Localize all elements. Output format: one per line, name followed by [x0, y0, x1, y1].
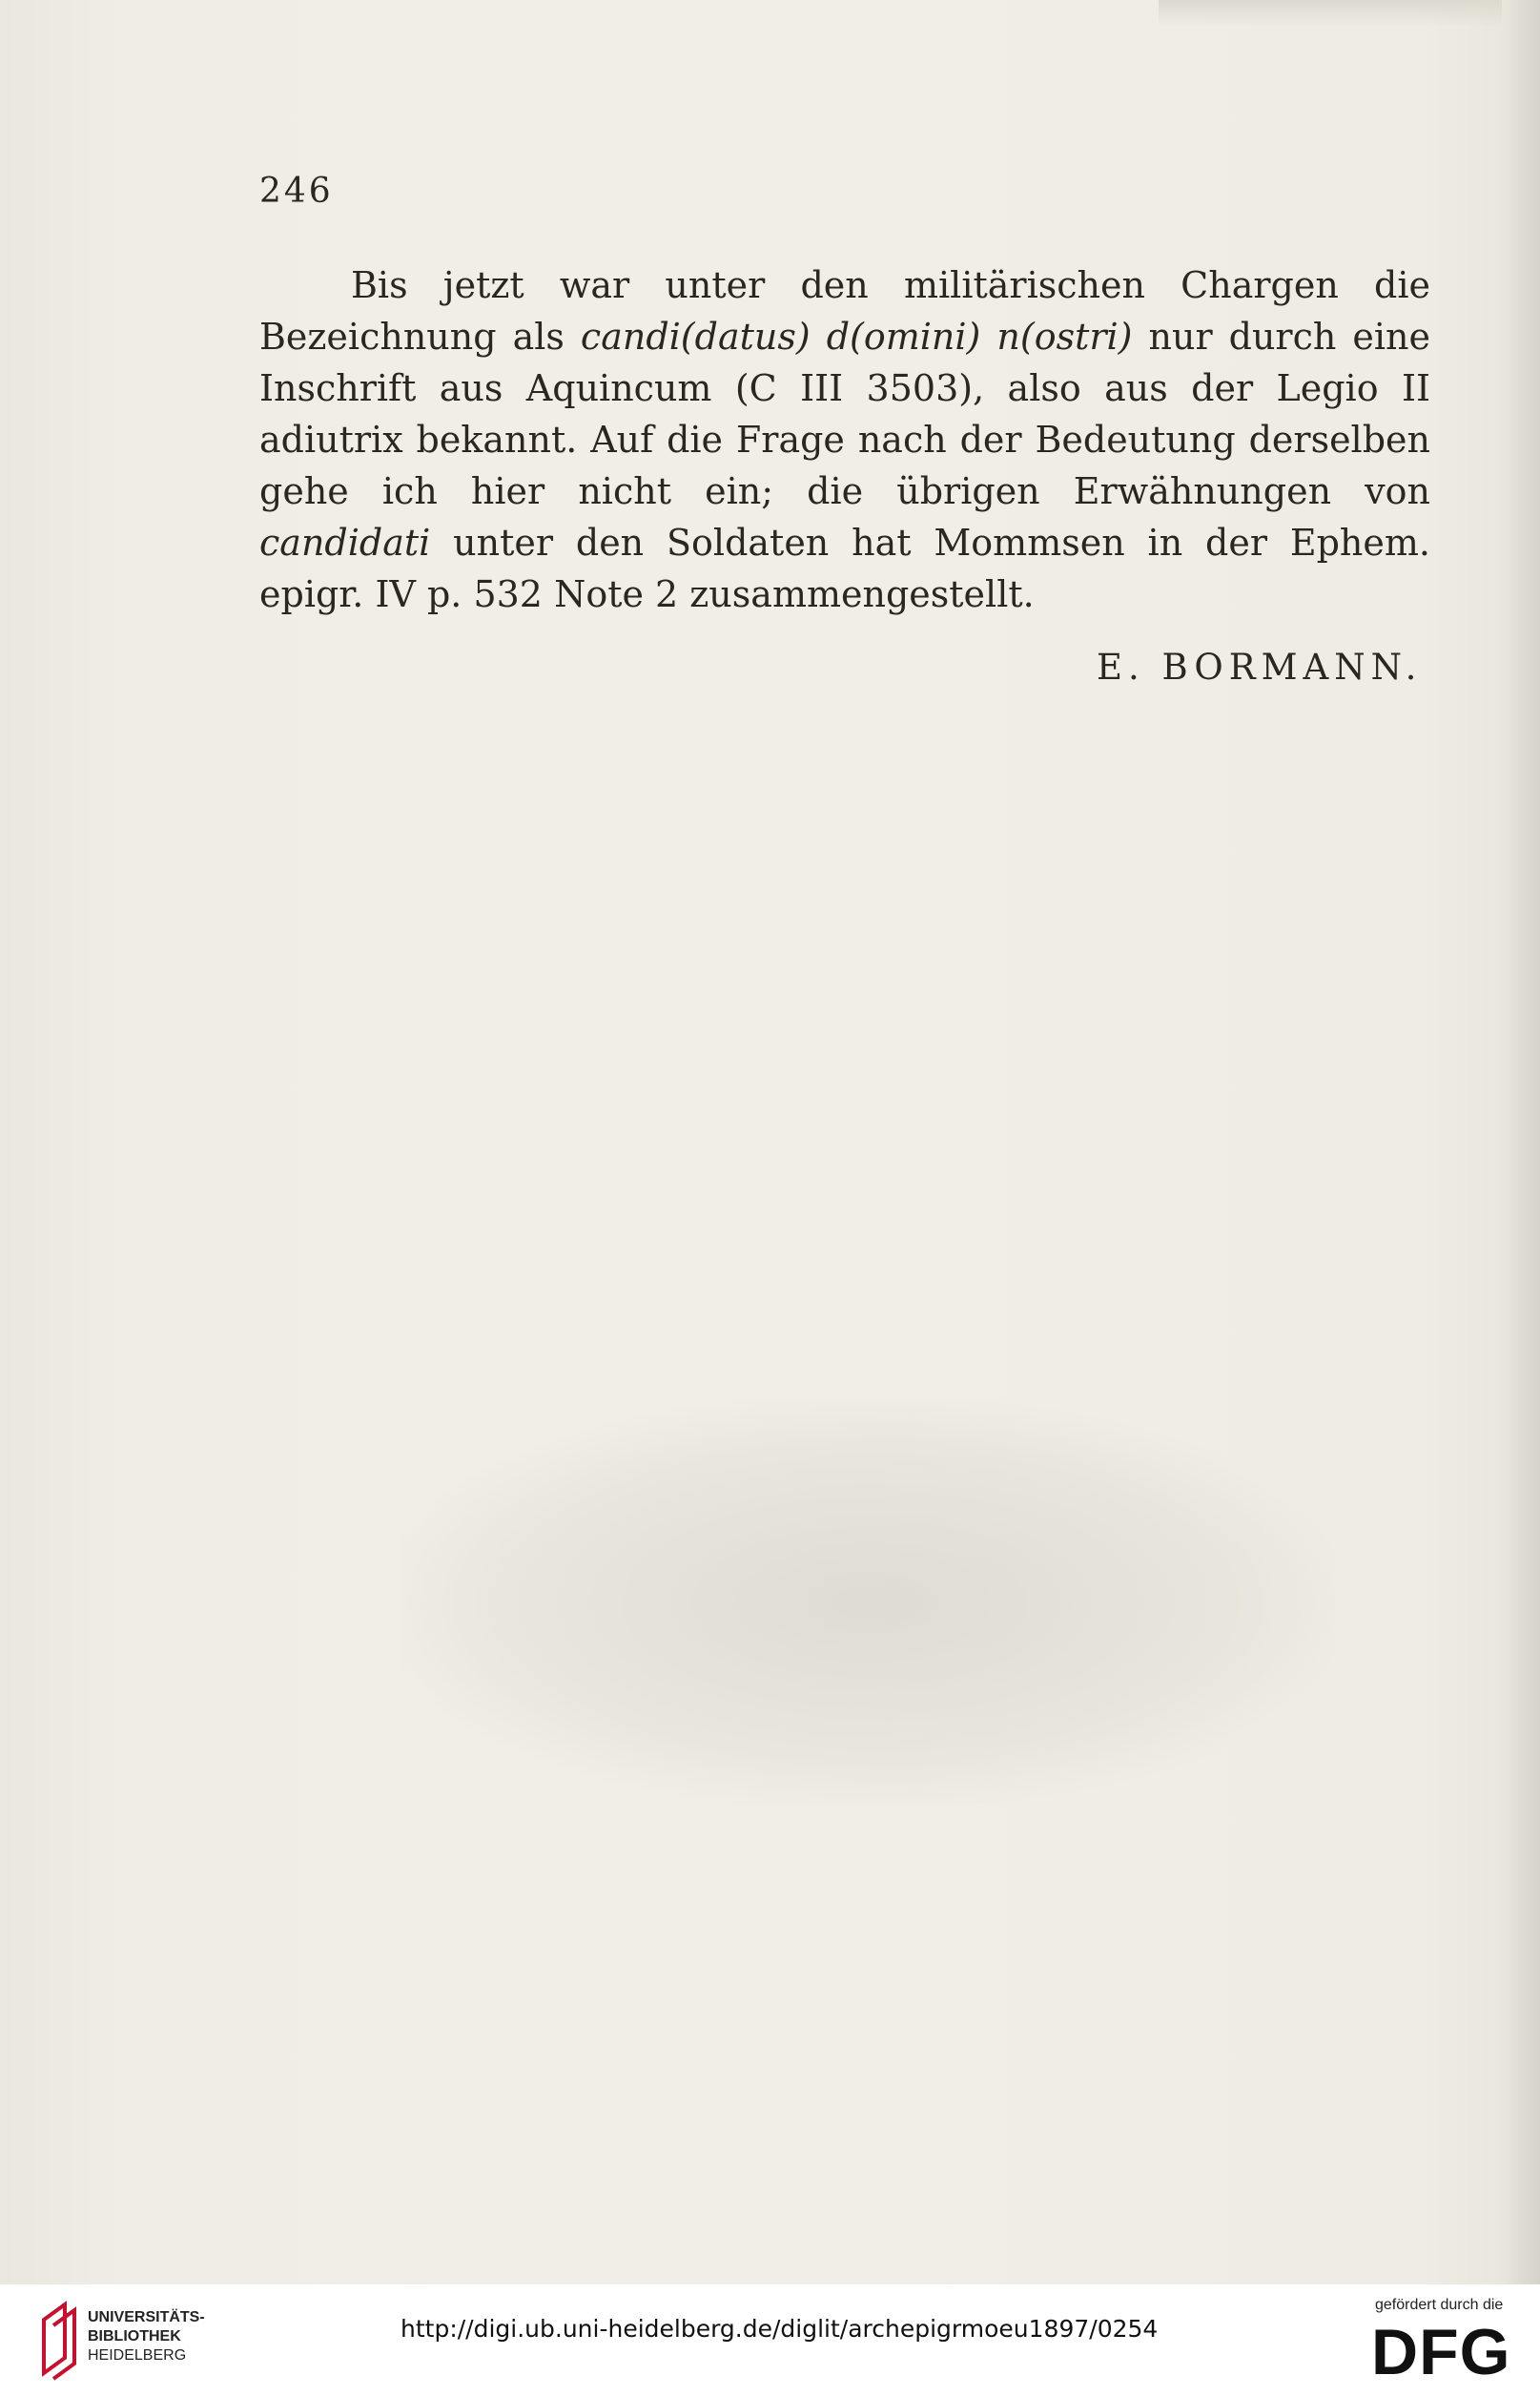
italic-term: candidati: [259, 522, 431, 564]
permalink-url[interactable]: http://digi.ub.uni-heidelberg.de/diglit/archepigrmoeu1897/0254: [400, 2315, 1159, 2343]
text-run: unter den Soldaten hat Mommsen in der Ephem. epigr. IV p. 532 Note 2 zusammengestellt.: [259, 522, 1430, 615]
page-edge-shadow: [1502, 0, 1540, 2284]
body-text: [259, 259, 1430, 620]
text-run: [811, 316, 827, 358]
paragraph: [259, 259, 1430, 620]
italic-term: n(ostri): [996, 316, 1133, 358]
author-signature: E. BORMANN.: [1097, 647, 1423, 688]
funded-by-label: gefördert durch die: [1375, 2297, 1504, 2313]
show-through-image: [400, 1402, 1335, 1803]
scan-edge-shadow: [1159, 0, 1502, 27]
dfg-logo: DFG: [1371, 2316, 1511, 2388]
text-run: [980, 316, 996, 358]
text-run: nur durch eine Inschrift aus Aquincum (C III 3503), also aus der Legio II adiutrix bekannt. Auf die Frage nach der Bedeutung derselben gehe ich hier nicht ein; die übrigen Erwähnungen von: [259, 316, 1430, 512]
text-run: Bis jetzt war unter den militärischen Chargen die Bezeichnung als: [259, 264, 1430, 358]
italic-term: candi(datus): [580, 316, 811, 358]
library-name: UNIVERSITÄTS- BIBLIOTHEK HEIDELBERG: [88, 2309, 205, 2364]
italic-term: d(omini): [826, 316, 981, 358]
page-number: 246: [259, 172, 334, 211]
